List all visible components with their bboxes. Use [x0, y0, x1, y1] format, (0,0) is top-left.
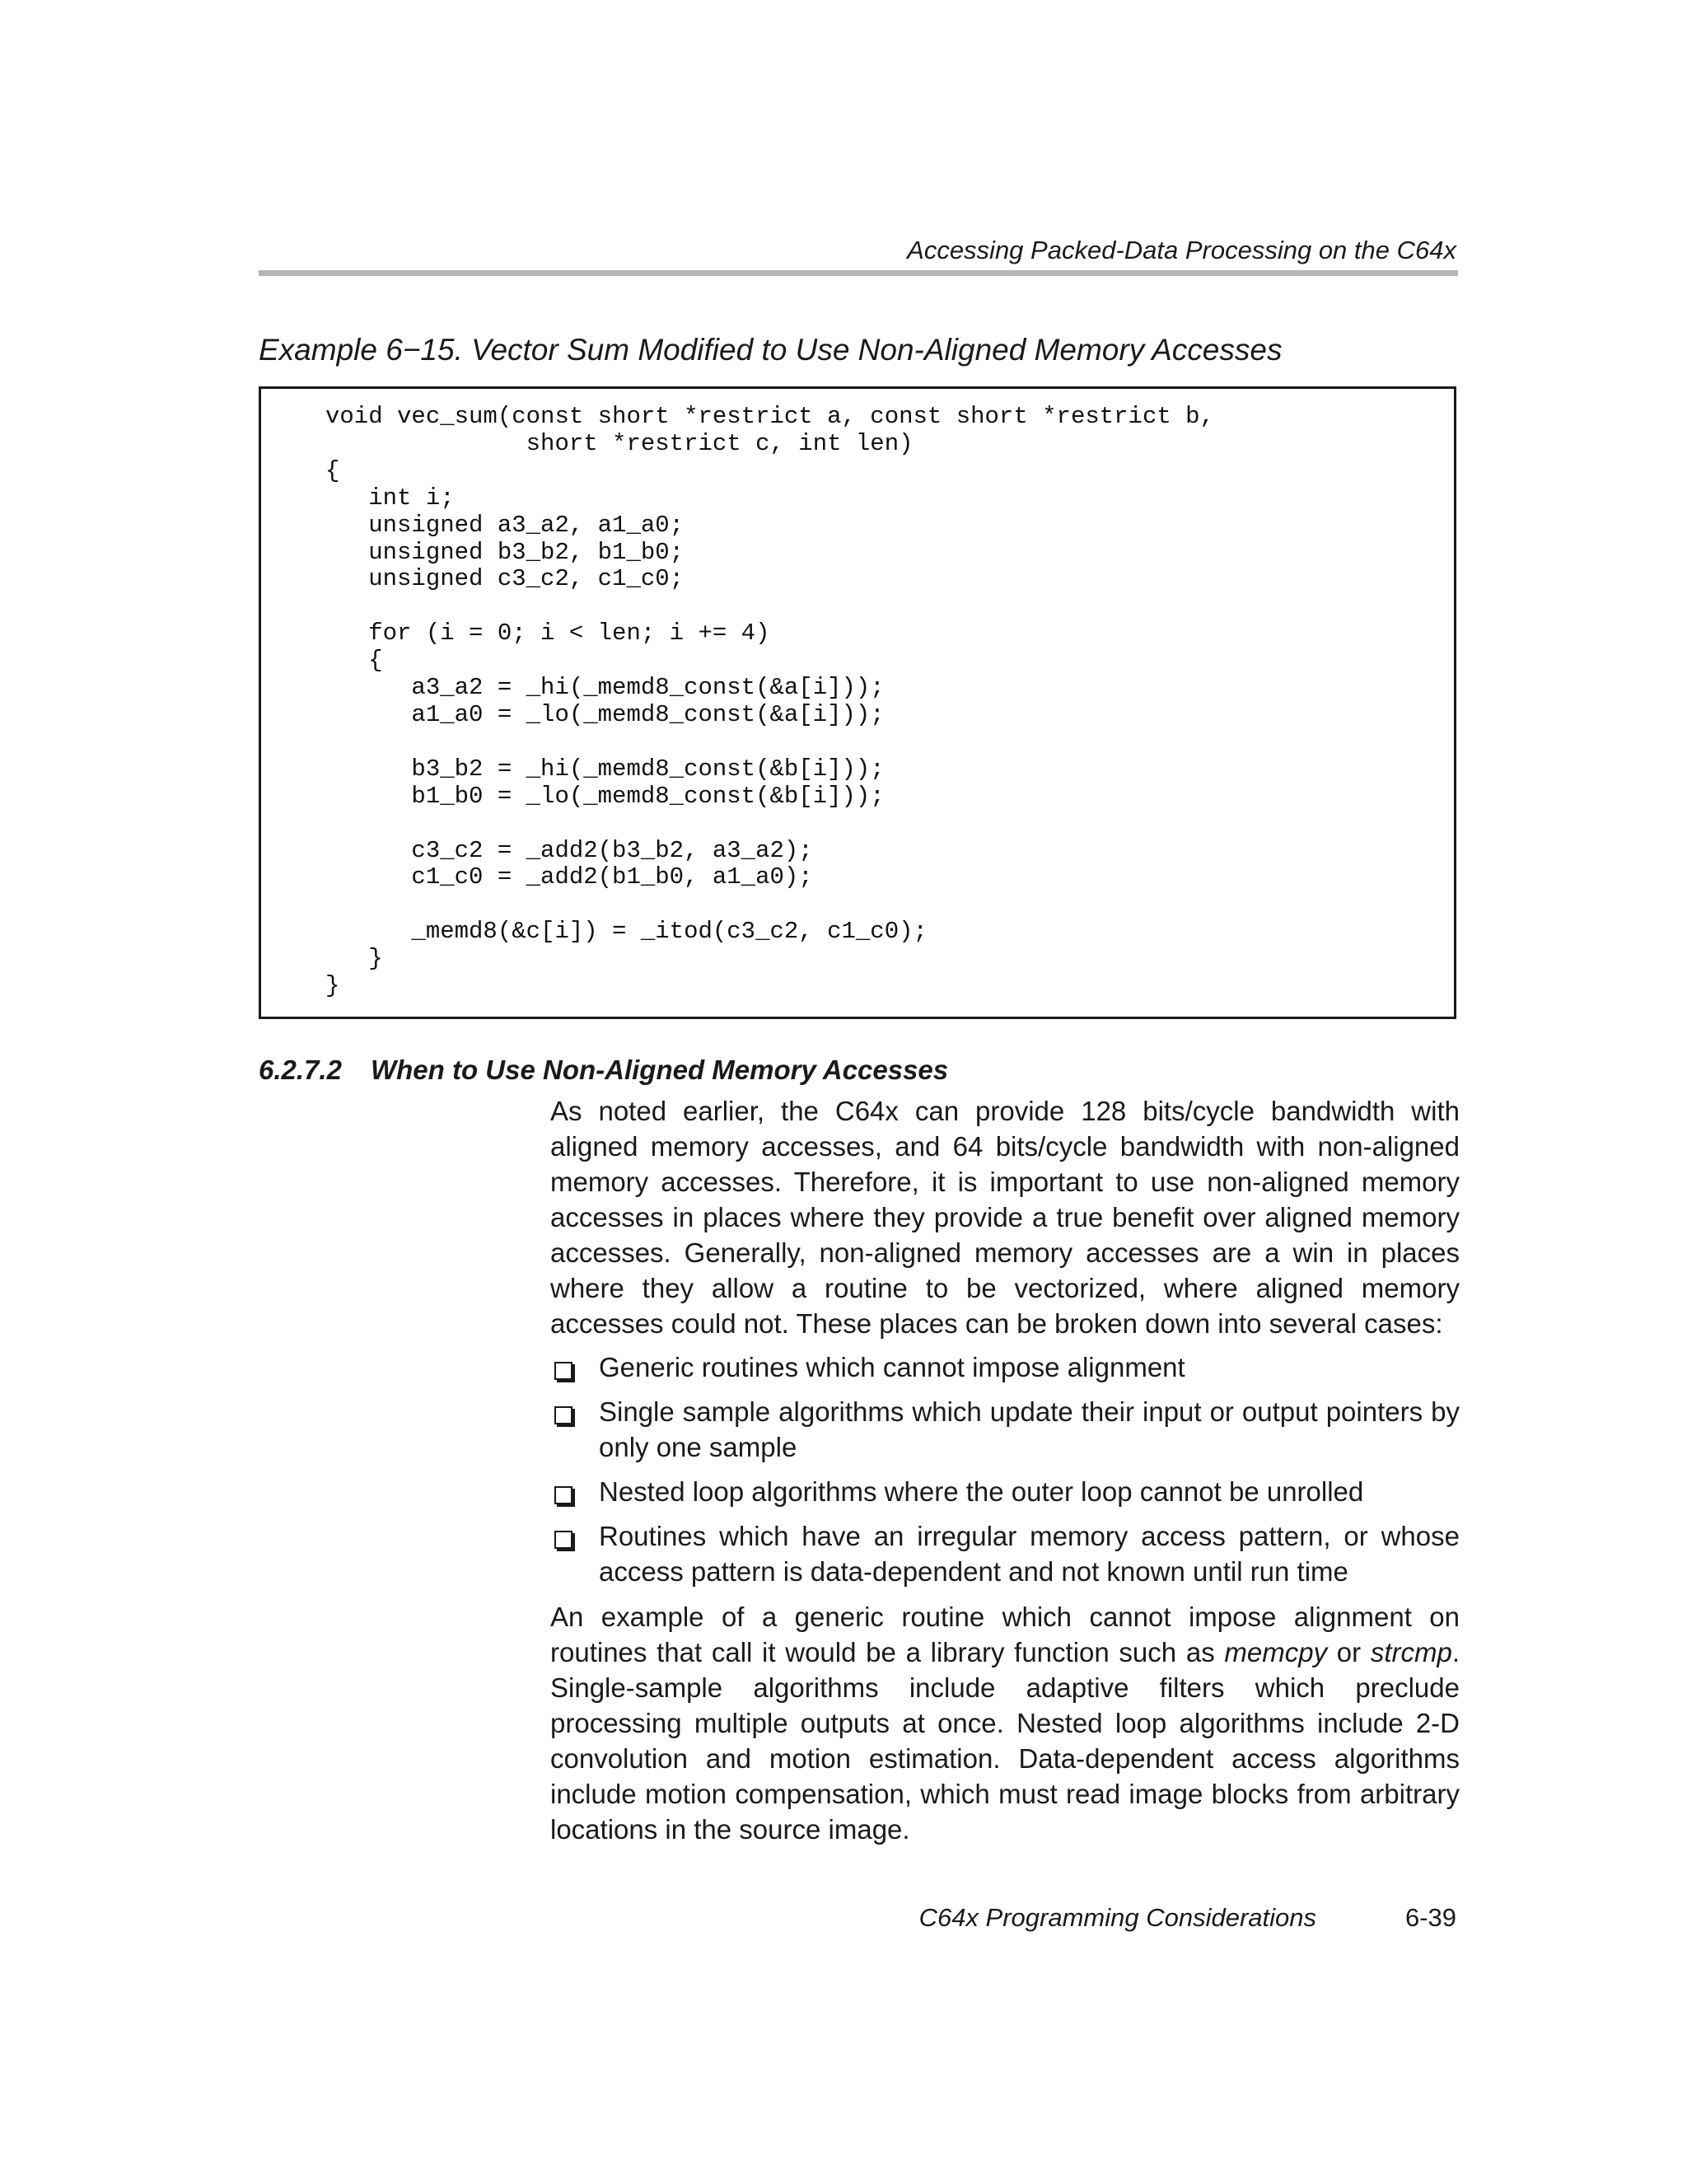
- case-list: [550, 1349, 1460, 1589]
- list-item: [550, 1518, 1460, 1589]
- code-listing-box: [259, 386, 1456, 1019]
- term-memcpy: memcpy: [1224, 1637, 1328, 1667]
- section-heading: [259, 1055, 948, 1086]
- list-item: [550, 1349, 1460, 1385]
- list-item-text: Nested loop algorithms where the outer loop cannot be unrolled: [599, 1476, 1364, 1507]
- list-item-text: Single sample algorithms which update their input or output pointers by only one sample: [599, 1396, 1460, 1462]
- list-item: [550, 1394, 1460, 1465]
- list-item-text: Generic routines which cannot impose alignment: [599, 1352, 1185, 1382]
- closing-text-2: or: [1327, 1637, 1371, 1667]
- intro-paragraph: As noted earlier, the C64x can provide 128 bits/cycle bandwidth with aligned memory accesses, and 64 bits/cycle bandwidth with non-aligned memory accesses. Therefore, it is important to use non-aligned memory accesses in places where they provide a true benefit over aligned memory accesses. Generally, non-aligned memory accesses are a win in places where they allow a routine to be vectorized, where aligned memory accesses could not. These places can be broken down into several cases:: [550, 1096, 1460, 1339]
- closing-paragraph: [550, 1599, 1460, 1847]
- checkbox-bullet-icon: [554, 1486, 572, 1504]
- example-title: Example 6−15. Vector Sum Modified to Use Non-Aligned Memory Accesses: [259, 333, 1283, 367]
- list-item: [550, 1474, 1460, 1509]
- section-number: 6.2.7.2: [259, 1055, 342, 1085]
- checkbox-bullet-icon: [554, 1362, 572, 1380]
- footer-chapter-title: C64x Programming Considerations: [918, 1903, 1316, 1932]
- checkbox-bullet-icon: [554, 1531, 572, 1549]
- page-number: 6-39: [1404, 1903, 1456, 1932]
- section-body: [550, 1093, 1460, 1847]
- closing-text-1: An example of a generic routine which cannot impose alignment on routines that call it would be a library function such as: [550, 1602, 1460, 1667]
- checkbox-bullet-icon: [554, 1406, 572, 1424]
- code-listing: void vec_sum(const short *restrict a, const short *restrict b, short *restrict c, int len) { int i; unsigned a3_a2, a1_a0; unsigned b3_b2, b1_b0; unsigned c3_c2, c1_c0; for (i = 0; i < len; i += 4) { a3_a2 = _hi(_memd8_const(&a[i])); a1_a0 = _lo(_memd8_const(&a[i])); b3_b2 = _hi(_memd8_const(&b[i])); b1_b0 = _lo(_memd8_const(&b[i])); c3_c2 = _add2(b3_b2, a3_a2); c1_c0 = _add2(b1_b0, a1_a0); _memd8(&c[i]) = _itod(c3_c2, c1_c0); } }: [325, 403, 1214, 1000]
- list-item-text: Routines which have an irregular memory access pattern, or whose access pattern is data-dependent and not known until run time: [599, 1521, 1460, 1587]
- term-strcmp: strcmp: [1370, 1637, 1452, 1667]
- closing-text-3: . Single-sample algorithms include adaptive filters which preclude processing multiple outputs at once. Nested loop algorithms include 2-D convolution and motion estimation. Data-dependent access algorithms include motion compensation, which must read image blocks from arbitrary locations in the source image.: [550, 1637, 1460, 1845]
- section-title: When to Use Non-Aligned Memory Accesses: [371, 1055, 949, 1085]
- running-header: Accessing Packed-Data Processing on the C64x: [907, 236, 1456, 264]
- header-rule: [259, 270, 1458, 276]
